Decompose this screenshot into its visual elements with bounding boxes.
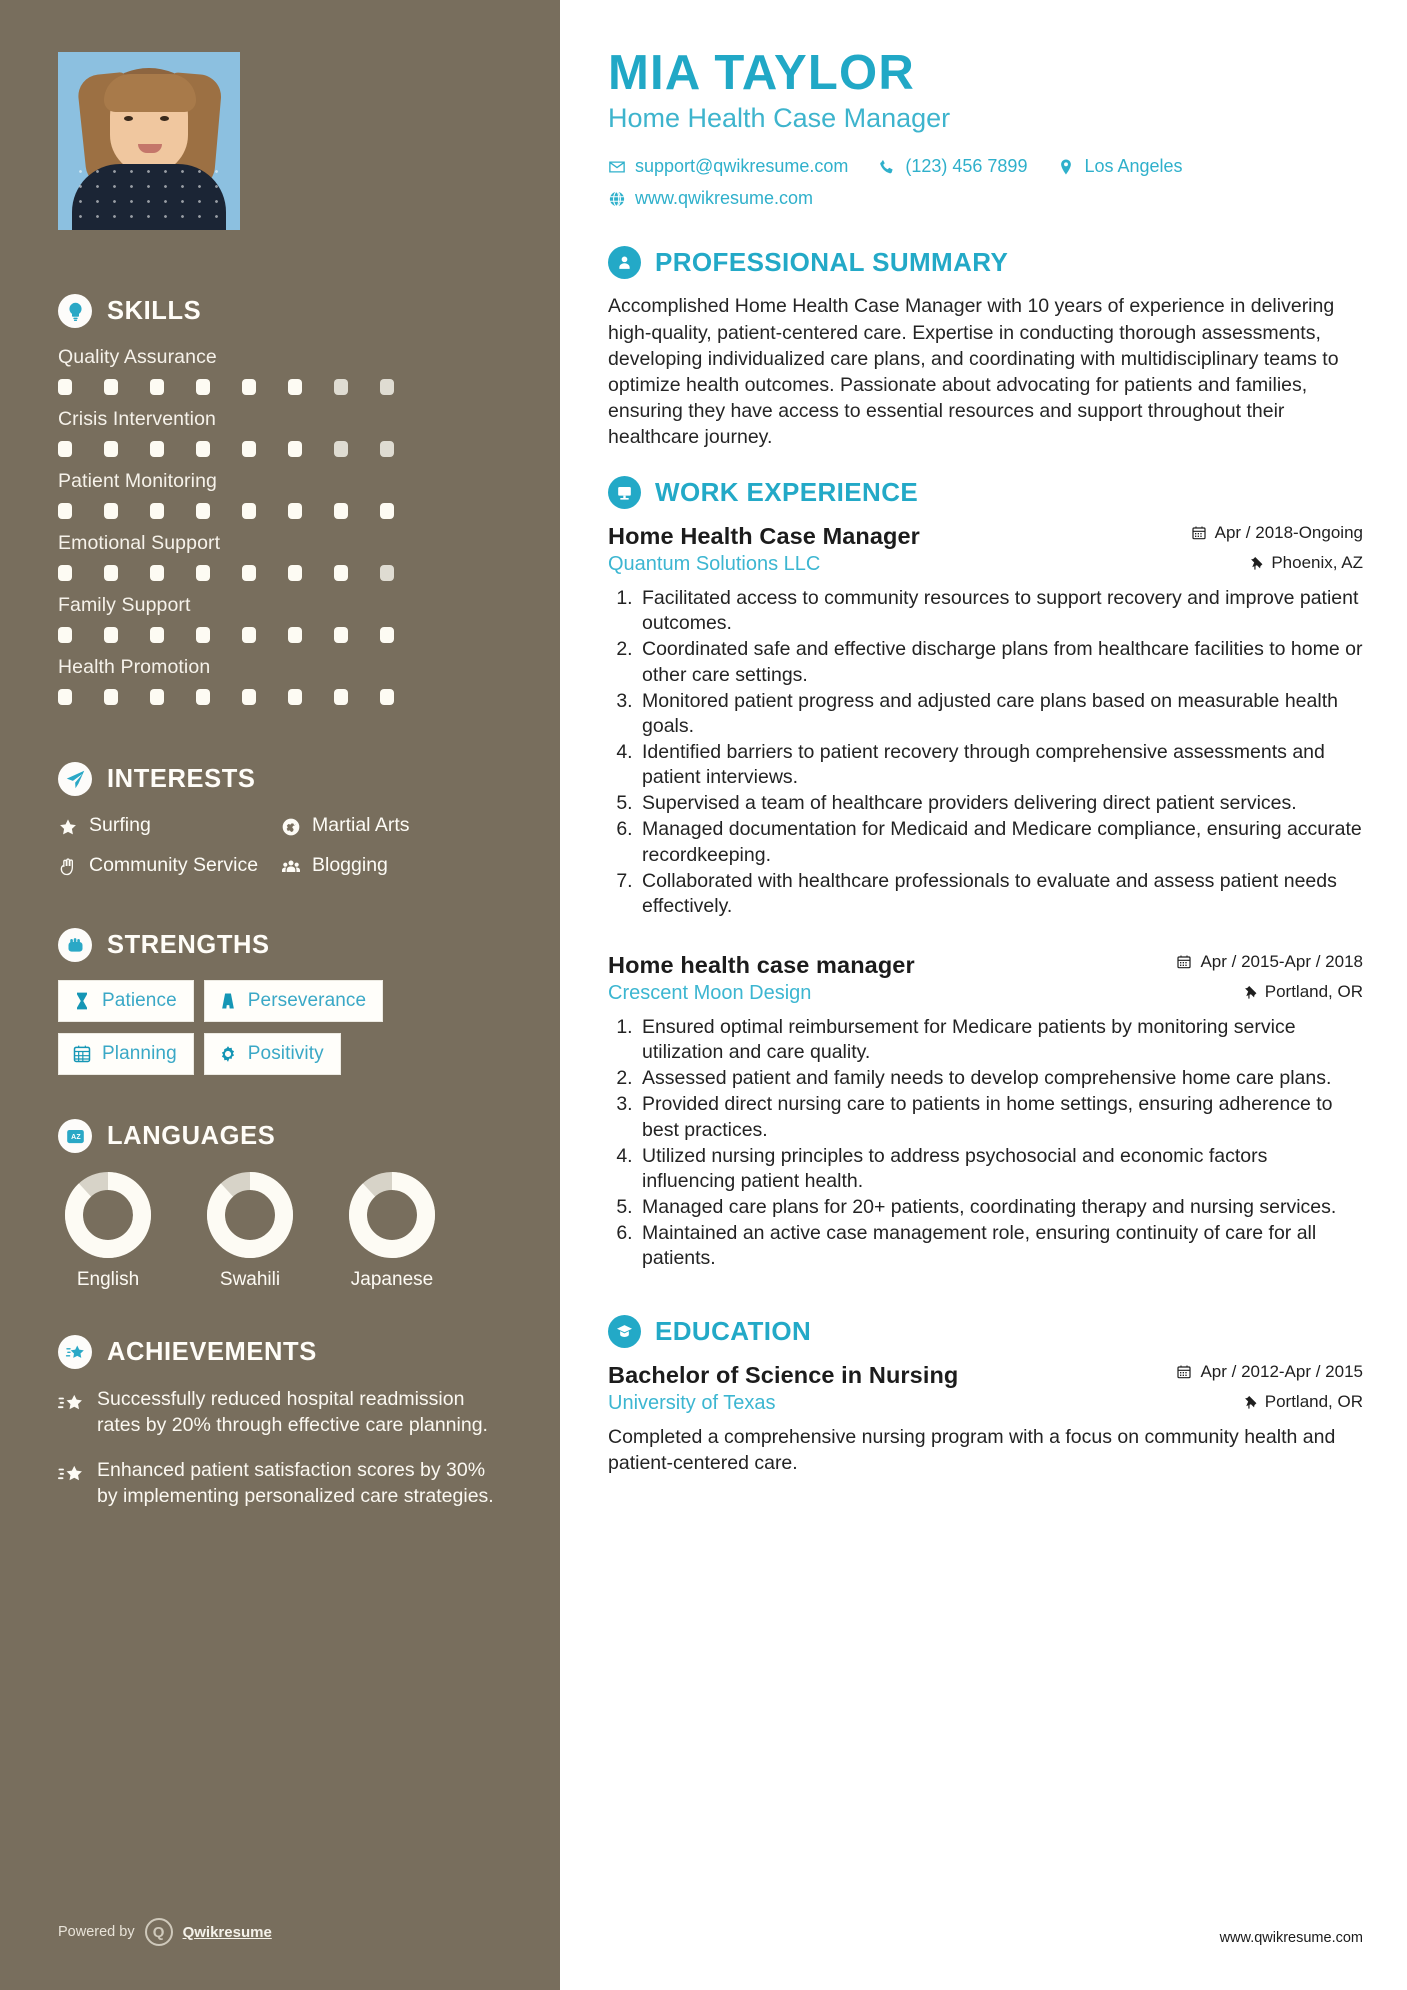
fist-icon [58,928,92,962]
skill-dot [380,627,394,643]
strength-label: Planning [102,1043,177,1064]
job-bullets [608,1015,1363,1271]
professional-summary-text: Accomplished Home Health Case Manager with 10 years of experience in delivering high-quality, patient-centered care. Expertise in conducting thorough assessments, developing individualized care plans, and coordinating with multidisciplinary teams to optimize health outcomes. Passionate about advocating for patients and families, ensuring they have access to essential resources and support throughout their healthcare journey. [608,295,1339,449]
skill-dot [150,565,164,581]
education-section [608,1315,1363,1476]
job-bullet: 6. Managed documentation for Medicaid and Medicare compliance, ensuring accurate recordkeeping. [638,817,1363,867]
skill-dot [288,689,302,705]
location-text: Los Angeles [1084,156,1183,177]
users-icon [281,857,301,877]
skill-rating [58,379,504,395]
calendar-icon [1176,954,1192,970]
qwikresume-link[interactable]: Qwikresume [182,1923,272,1941]
contact-website[interactable] [608,188,813,209]
skill-dot [242,565,256,581]
education-dates [1176,1362,1363,1382]
job-bullet: 3. Provided direct nursing care to patients in home settings, ensuring adherence to best practices. [638,1092,1363,1142]
achievement-item [58,1458,504,1509]
languages-list [58,1171,504,1291]
language-donut [206,1171,294,1259]
contact-phone[interactable] [878,156,1027,177]
job-title: Home health case manager [608,952,915,979]
professional-summary-title: PROFESSIONAL SUMMARY [655,247,1009,278]
strength-label: Patience [102,990,177,1011]
interests-heading [58,762,504,796]
job-bullets [608,586,1363,919]
job-bullet: 6. Maintained an active case management role, ensuring continuity of care for all patients. [638,1221,1363,1271]
phone-icon [878,158,896,176]
skill-rating [58,441,504,457]
strength-item [204,980,383,1022]
strengths-section [58,928,504,1075]
languages-section [58,1119,504,1291]
education-heading [608,1315,1363,1348]
interests-section [58,762,504,894]
paper-plane-icon [58,762,92,796]
skill-item [58,408,504,457]
interest-label: Blogging [312,854,388,876]
education-entry [608,1362,1363,1476]
interests-title: INTERESTS [107,764,256,793]
strength-label: Positivity [247,1043,324,1064]
star-icon [58,817,78,837]
job-dates [1176,952,1363,972]
skill-dot [104,441,118,457]
job-dates-text: Apr / 2015-Apr / 2018 [1200,952,1363,972]
main-footer-website: www.qwikresume.com [1219,1930,1363,1946]
job-bullet: 1. Ensured optimal reimbursement for Medicare patients by monitoring service utilization and care quality. [638,1015,1363,1065]
skill-dot [150,503,164,519]
skill-dot [58,565,72,581]
skill-dot [380,503,394,519]
language-icon [58,1119,92,1153]
job-company: Crescent Moon Design [608,982,812,1005]
skill-dot [196,503,210,519]
calendar-icon [1191,525,1207,541]
shooting-star-icon [58,1335,92,1369]
skill-dot [58,503,72,519]
skill-dot [380,565,394,581]
profile-photo [58,52,240,230]
skills-title: SKILLS [107,296,202,325]
interest-label: Community Service [89,854,259,876]
education-location [1241,1392,1363,1412]
achievements-list [58,1387,504,1510]
strength-item [58,980,194,1022]
sidebar [0,0,560,1990]
skill-dot [58,627,72,643]
skill-dot [58,379,72,395]
contact-info [608,156,1363,220]
job-title: Home Health Case Manager [608,523,920,550]
gear-icon [218,1044,238,1064]
contact-location [1057,156,1182,177]
skill-dot [380,379,394,395]
skill-rating [58,503,504,519]
job-bullet: 2. Assessed patient and family needs to develop comprehensive home care plans. [638,1066,1363,1091]
strength-label: Perseverance [247,990,367,1011]
map-pin-icon [1241,1394,1257,1410]
language-label: English [76,1269,140,1290]
skill-dot [58,689,72,705]
job-bullet: 1. Facilitated access to community resources to support recovery and improve patient outcomes. [638,586,1363,636]
skill-dot [334,627,348,643]
language-label: Swahili [219,1269,281,1290]
hourglass-icon [72,991,92,1011]
professional-summary-heading [608,246,1363,279]
skill-dot [104,627,118,643]
skill-dot [58,441,72,457]
degree-title: Bachelor of Science in Nursing [608,1362,959,1389]
strengths-heading [58,928,504,962]
education-description: Completed a comprehensive nursing program with a focus on community health and patient-centered care. [608,1426,1336,1475]
achievement-text: Enhanced patient satisfaction scores by 30% by implementing personalized care strategies. [97,1459,494,1508]
achievement-item [58,1387,504,1438]
skill-item [58,470,504,519]
contact-email[interactable] [608,156,848,177]
shooting-star-icon [58,1390,84,1416]
skill-item [58,346,504,395]
skill-dot [242,379,256,395]
main-content [560,0,1407,1990]
job-entry [608,952,1363,1271]
sidebar-footer [58,1918,272,1946]
skill-dot [242,503,256,519]
skill-dot [288,503,302,519]
job-bullet: 4. Identified barriers to patient recovery through comprehensive assessments and patient interviews. [638,740,1363,790]
skill-dot [288,565,302,581]
job-entry [608,523,1363,919]
skill-dot [242,441,256,457]
education-list [608,1362,1363,1476]
languages-title: LANGUAGES [107,1121,276,1150]
envelope-icon [608,158,626,176]
interest-item [58,854,281,877]
job-bullet: 5. Supervised a team of healthcare providers delivering direct patient services. [638,791,1363,816]
language-item [342,1171,442,1291]
hand-icon [58,857,78,877]
skill-dot [334,379,348,395]
strengths-title: STRENGTHS [107,930,270,959]
interest-label: Martial Arts [312,814,410,836]
skill-rating [58,627,504,643]
skill-label: Family Support [58,594,191,616]
education-location-text: Portland, OR [1264,1392,1363,1412]
powered-by-label: Powered by [58,1924,135,1940]
shooting-star-icon [58,1461,84,1487]
skill-dot [104,689,118,705]
skill-item [58,594,504,643]
job-bullet: 7. Collaborated with healthcare professionals to evaluate and assess patient needs effectively. [638,869,1363,919]
user-circle-icon [608,246,641,279]
job-location [1247,553,1363,573]
job-location [1241,982,1363,1002]
job-bullet: 4. Utilized nursing principles to address psychosocial and economic factors influencing patient health. [638,1144,1363,1194]
achievements-heading [58,1335,504,1369]
skill-dot [242,627,256,643]
language-donut [348,1171,436,1259]
strengths-list [58,980,504,1075]
skill-dot [196,689,210,705]
skill-rating [58,565,504,581]
skill-label: Crisis Intervention [58,408,216,430]
skill-dot [150,441,164,457]
candidate-name: MIA TAYLOR [608,46,915,100]
skill-dot [150,689,164,705]
map-pin-icon [1247,555,1263,571]
lightbulb-icon [58,294,92,328]
svg-text:A: A [70,1133,76,1141]
calendar-grid-icon [72,1044,92,1064]
job-location-text: Portland, OR [1264,982,1363,1002]
skill-dot [380,689,394,705]
website-text: www.qwikresume.com [635,188,814,209]
skill-dot [104,565,118,581]
skill-label: Health Promotion [58,656,211,678]
school-name: University of Texas [608,1392,776,1415]
skill-dot [150,627,164,643]
skill-dot [242,689,256,705]
interest-item [281,854,504,877]
phone-text: (123) 456 7899 [905,156,1028,177]
strength-item [204,1033,341,1075]
briefcase-icon [608,476,641,509]
job-bullet: 3. Monitored patient progress and adjusted care plans based on measurable health goals. [638,689,1363,739]
skill-dot [150,379,164,395]
job-bullet: 2. Coordinated safe and effective discharge plans from healthcare facilities to home or other care settings. [638,637,1363,687]
strength-item [58,1033,194,1075]
skills-heading [58,294,504,328]
language-item [200,1171,300,1291]
achievement-text: Successfully reduced hospital readmission rates by 20% through effective care planning. [97,1388,488,1436]
skill-item [58,656,504,705]
education-title: EDUCATION [655,1316,812,1347]
globe-icon [281,817,301,837]
svg-text:Z: Z [75,1133,81,1141]
skill-dot [196,379,210,395]
job-bullet: 5. Managed care plans for 20+ patients, coordinating therapy and nursing services. [638,1195,1363,1220]
skill-dot [196,441,210,457]
skill-label: Emotional Support [58,532,221,554]
skill-dot [288,441,302,457]
job-dates-text: Apr / 2018-Ongoing [1214,523,1363,543]
skill-label: Quality Assurance [58,346,217,368]
skill-dot [334,689,348,705]
skill-dot [334,503,348,519]
education-dates-text: Apr / 2012-Apr / 2015 [1200,1362,1363,1382]
skill-label: Patient Monitoring [58,470,217,492]
jobs-list [608,523,1363,1271]
interest-label: Surfing [89,814,151,836]
skill-dot [196,627,210,643]
languages-heading [58,1119,504,1153]
language-donut [64,1171,152,1259]
job-company: Quantum Solutions LLC [608,553,821,576]
skills-list [58,346,504,705]
interest-item [58,814,281,837]
skill-dot [288,379,302,395]
job-location-text: Phoenix, AZ [1271,553,1363,573]
achievements-title: ACHIEVEMENTS [107,1337,317,1366]
candidate-role: Home Health Case Manager [608,103,951,134]
interests-list [58,814,504,894]
language-item [58,1171,158,1291]
job-dates [1191,523,1363,543]
globe-icon [608,190,626,208]
map-pin-icon [1241,984,1257,1000]
qwikresume-logo-icon: Q [145,1918,173,1946]
interest-item [281,814,504,837]
graduation-cap-icon [608,1315,641,1348]
skill-item [58,532,504,581]
skill-dot [104,503,118,519]
skill-dot [334,565,348,581]
skill-dot [288,627,302,643]
language-label: Japanese [350,1269,434,1290]
skill-dot [104,379,118,395]
skill-dot [334,441,348,457]
work-experience-title: WORK EXPERIENCE [655,477,919,508]
work-experience-heading [608,476,1363,509]
skills-section [58,294,504,705]
work-experience-section [608,476,1363,1271]
skill-dot [380,441,394,457]
professional-summary-section [608,246,1363,450]
calendar-icon [1176,1364,1192,1380]
map-pin-icon [1057,158,1075,176]
achievements-section [58,1335,504,1510]
email-text: support@qwikresume.com [635,156,849,177]
skill-rating [58,689,504,705]
skill-dot [196,565,210,581]
road-icon [218,991,238,1011]
